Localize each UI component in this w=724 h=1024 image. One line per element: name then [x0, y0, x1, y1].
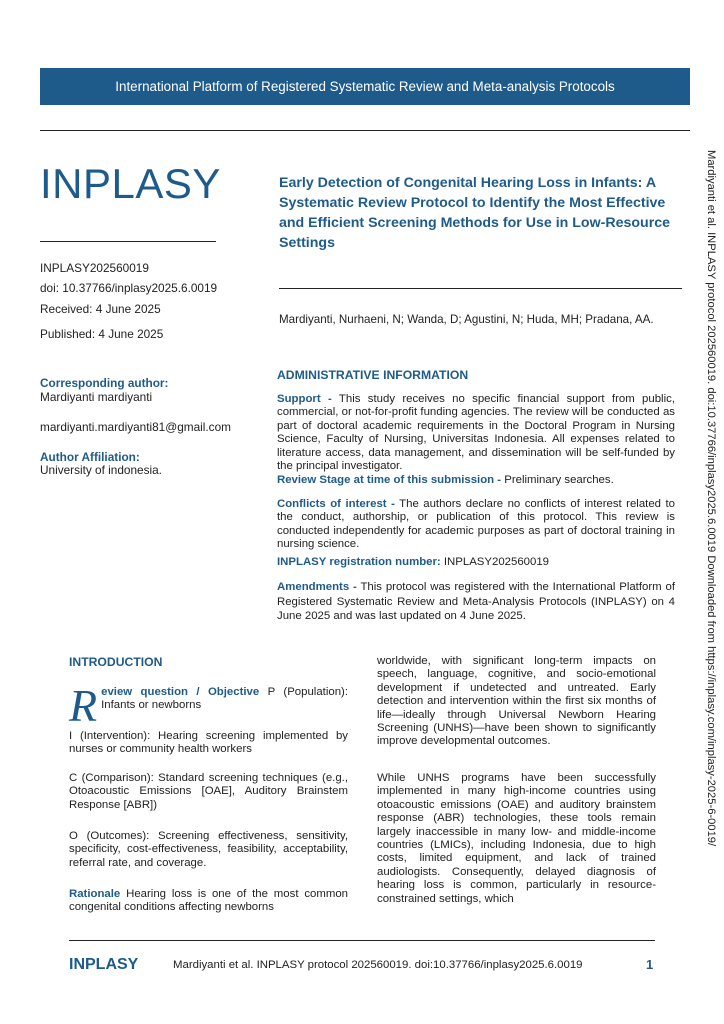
footer-logo: INPLASY [69, 956, 139, 973]
corresponding-author-heading: Corresponding author: [40, 376, 169, 390]
introduction-heading: INTRODUCTION [69, 655, 163, 669]
registration-number-label: INPLASY registration number: [277, 556, 441, 568]
registration-number-text: INPLASY202560019 [440, 556, 550, 568]
rationale-paragraph [69, 888, 348, 915]
support-text: This study receives no specific financial support from public, commercial, or not-for-profit funding agencies. The review will be conducted as part of doctoral academic requirements in the Doctoral Program in Nursing Science, Faculty of Nursing, Universitas Indonesia. All expenses related to literature access, data management, and dissemination will be self-funded by the principal investigator. [277, 393, 675, 473]
logo-underline [40, 241, 216, 242]
corresponding-author-email[interactable]: mardiyanti.mardiyanti81@gmail.com [40, 420, 231, 434]
review-stage-label: Review Stage at time of this submission - [277, 474, 502, 486]
intro-right-paragraph-2: While UNHS programs have been successfully implemented in many high-income countries using otoacoustic emissions (OAE) and auditory brainstem response (ABR) technologies, these tools remain largely inaccessible in many low- and middle-income countries (LMICs), including Indonesia, due to high costs, limited equipment, and lack of trained audiologists. Consequently, delayed diagnosis of hearing loss is common, particularly in resource-constrained settings, which [377, 772, 656, 905]
amendments-text: This protocol was registered with the International Platform of Registered Systematic Review and Meta-Analysis Protocols (INPLASY) on 4 June 2025 and was last updated on 4 June 2025. [277, 581, 675, 622]
amendments-label: Amendments - [277, 581, 357, 593]
review-question-label: eview question / Objective [101, 686, 260, 698]
author-affiliation: University of indonesia. [40, 463, 162, 477]
rationale-text: Hearing loss is one of the most common congenital conditions affecting newborns [69, 888, 348, 914]
review-question-text: P (Population): Infants or newborns [101, 686, 348, 712]
support-label: Support - [277, 393, 332, 405]
administrative-heading: ADMINISTRATIVE INFORMATION [277, 368, 469, 382]
published-date: Published: 4 June 2025 [40, 327, 164, 341]
review-question-paragraph [69, 680, 348, 731]
intervention-paragraph: I (Intervention): Hearing screening implemented by nurses or community health workers [69, 730, 348, 756]
doi-link[interactable]: doi: 10.37766/inplasy2025.6.0019 [40, 281, 218, 295]
amendments-paragraph [277, 580, 675, 624]
conflicts-label: Conflicts of interest - [277, 498, 395, 510]
support-paragraph [277, 393, 675, 473]
footer-citation: Mardiyanti et al. INPLASY protocol 202560019. doi:10.37766/inplasy2025.6.0019 [173, 959, 583, 971]
footer-divider [69, 940, 655, 941]
author-affiliation-heading: Author Affiliation: [40, 450, 140, 464]
author-list: Mardiyanti, Nurhaeni, N; Wanda, D; Agustini, N; Huda, MH; Pradana, AA. [279, 313, 654, 326]
top-divider [40, 130, 690, 131]
title-divider [279, 288, 682, 289]
conflicts-paragraph [277, 498, 675, 552]
article-title: Early Detection of Congenital Hearing Loss in Infants: A Systematic Review Protocol to Identify the Most Effective and Efficient Screening Methods for Use in Low-Resource Settings [279, 175, 671, 251]
inplasy-logo: INPLASY [40, 160, 221, 207]
comparison-paragraph: C (Comparison): Standard screening techniques (e.g., Otoacoustic Emissions [OAE], Auditory Brainstem Response [ABR]) [69, 772, 348, 811]
header-banner: International Platform of Registered Systematic Review and Meta-analysis Protocols [40, 68, 690, 105]
review-stage-paragraph [277, 474, 675, 487]
outcomes-paragraph: O (Outcomes): Screening effectiveness, sensitivity, specificity, cost-effectiveness, feasibility, acceptability, referral rate, and coverage. [69, 830, 348, 869]
dropcap-letter: R [69, 680, 98, 731]
side-citation-text: Mardiyanti et al. INPLASY protocol 202560019. doi:10.37766/inplasy2025.6.0019 Downloaded from https://inplasy.com/inplasy-2025-6-0019/ [705, 150, 717, 847]
conflicts-text: The authors declare no conflicts of interest related to the conduct, authorship, or publication of this protocol. This review is conducted independently for academic purposes as part of doctoral training in nursing science. [277, 498, 675, 551]
side-citation-strip [700, 150, 720, 920]
rationale-label: Rationale [69, 888, 121, 900]
registration-number-paragraph [277, 556, 675, 569]
review-stage-text: Preliminary searches. [501, 474, 614, 486]
page-number: 1 [646, 957, 654, 972]
corresponding-author-name: Mardiyanti mardiyanti [40, 390, 153, 404]
registration-id: INPLASY202560019 [40, 261, 149, 275]
received-date: Received: 4 June 2025 [40, 302, 161, 316]
intro-right-paragraph-1: worldwide, with significant long-term impacts on speech, language, cognitive, and socio-emotional development if undetected and untreated. Early detection and intervention within the first six months of life—ideally through Universal Newborn Hearing Screening (UNHS)—have been shown to significantly improve developmental outcomes. [377, 655, 656, 748]
